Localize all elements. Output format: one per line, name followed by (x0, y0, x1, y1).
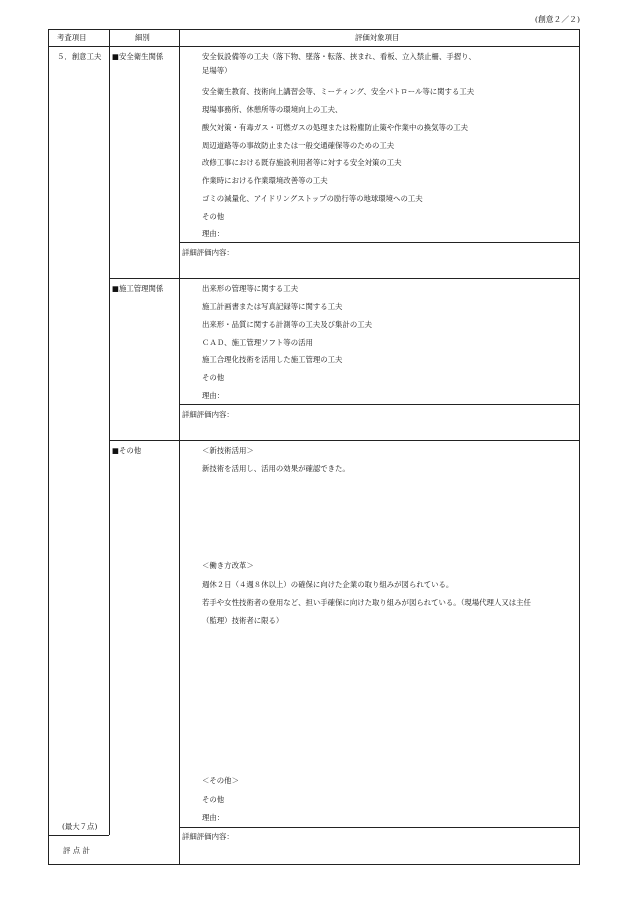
section-safety-item: その他 (202, 212, 225, 221)
section-construction-item: その他 (202, 373, 225, 382)
section-safety-item: 周辺道路等の事故防止または一般交通確保等のための工夫 (202, 141, 395, 150)
section-safety-item: 改修工事における既存施設利用者等に対する安全対策の工夫 (202, 158, 402, 167)
section-construction-item: 理由： (202, 391, 225, 400)
section-construction-name: ■施工管理関係 (112, 284, 164, 293)
section-safety-item: 作業時における作業環境改善等の工夫 (202, 176, 328, 185)
section-other-item: その他 (202, 795, 225, 804)
section-safety-item: 現場事務所、休憩所等の環境向上の工夫、 (202, 105, 343, 114)
evaluation-table (48, 29, 580, 865)
header-bottom-line (49, 46, 579, 47)
header-detail: 細別 (135, 33, 150, 42)
section-other-item: 新技術を活用し、活用の効果が確認できた。 (202, 464, 350, 473)
section-other-item: ＜その他＞ (202, 776, 239, 785)
category-label: ５．創意工夫 (57, 52, 102, 61)
section-safety-detail-line (179, 242, 579, 243)
section-safety-item: 理由： (202, 229, 225, 238)
section-other-item: ＜新技術活用＞ (202, 446, 254, 455)
page-number: (創意２／２) (534, 15, 580, 24)
max-points: (最大７点) (62, 822, 98, 831)
section-divider (109, 278, 579, 279)
section-safety-item: 酸欠対策・有毒ガス・可燃ガスの処理または粉塵防止策や作業中の換気等の工夫 (202, 123, 469, 132)
section-safety-item: 安全衛生教育、技術向上講習会等、ミーティング、安全パトロール等に関する工夫 (202, 87, 475, 96)
section-safety-name: ■安全衛生関係 (112, 52, 164, 61)
section-safety-detail-label: 詳細評価内容： (182, 248, 234, 257)
section-other-item: ＜働き方改革＞ (202, 561, 254, 570)
section-other-item: 若手や女性技術者の登用など、担い手確保に向けた取り組みが図られている。（現場代理人又は主任 (202, 598, 531, 607)
section-other-item: 理由： (202, 813, 225, 822)
section-construction-item: 施工合理化技術を活用した施工管理の工夫 (202, 355, 343, 364)
total-score-label: 評 点 計 (63, 846, 90, 855)
section-other-item: 週休２日（４週８休以上）の確保に向けた企業の取り組みが図られている。 (202, 580, 454, 589)
section-construction-item: 施工計画書または写真記録等に関する工夫 (202, 302, 343, 311)
section-other-detail-label: 詳細評価内容： (182, 832, 234, 841)
section-safety-item: ゴミの減量化、アイドリングストップの励行等の地球環境への工夫 (202, 194, 423, 203)
section-other-name: ■その他 (112, 446, 142, 455)
section-construction-detail-line (179, 404, 579, 405)
section-other-item: （監理）技術者に限る） (202, 616, 284, 625)
col-divider-1 (109, 30, 110, 835)
section-safety-item: 安全仮設備等の工夫（落下物、墜落・転落、挟まれ、看板、立入禁止柵、手摺り、 (202, 52, 476, 61)
left-bottom-line (49, 835, 109, 836)
section-construction-item: ＣＡＤ、施工管理ソフト等の活用 (202, 338, 313, 347)
section-construction-item: 出来形の管理等に関する工夫 (202, 284, 299, 293)
section-other-detail-line (179, 827, 579, 828)
section-safety-item: 足場等） (202, 66, 232, 75)
col-divider-2 (179, 30, 180, 864)
header-item: 考査項目 (57, 33, 87, 42)
section-divider (109, 440, 579, 441)
header-target: 評価対象項目 (355, 33, 400, 42)
section-construction-detail-label: 詳細評価内容： (182, 410, 234, 419)
section-construction-item: 出来形・品質に関する計測等の工夫及び集計の工夫 (202, 320, 372, 329)
